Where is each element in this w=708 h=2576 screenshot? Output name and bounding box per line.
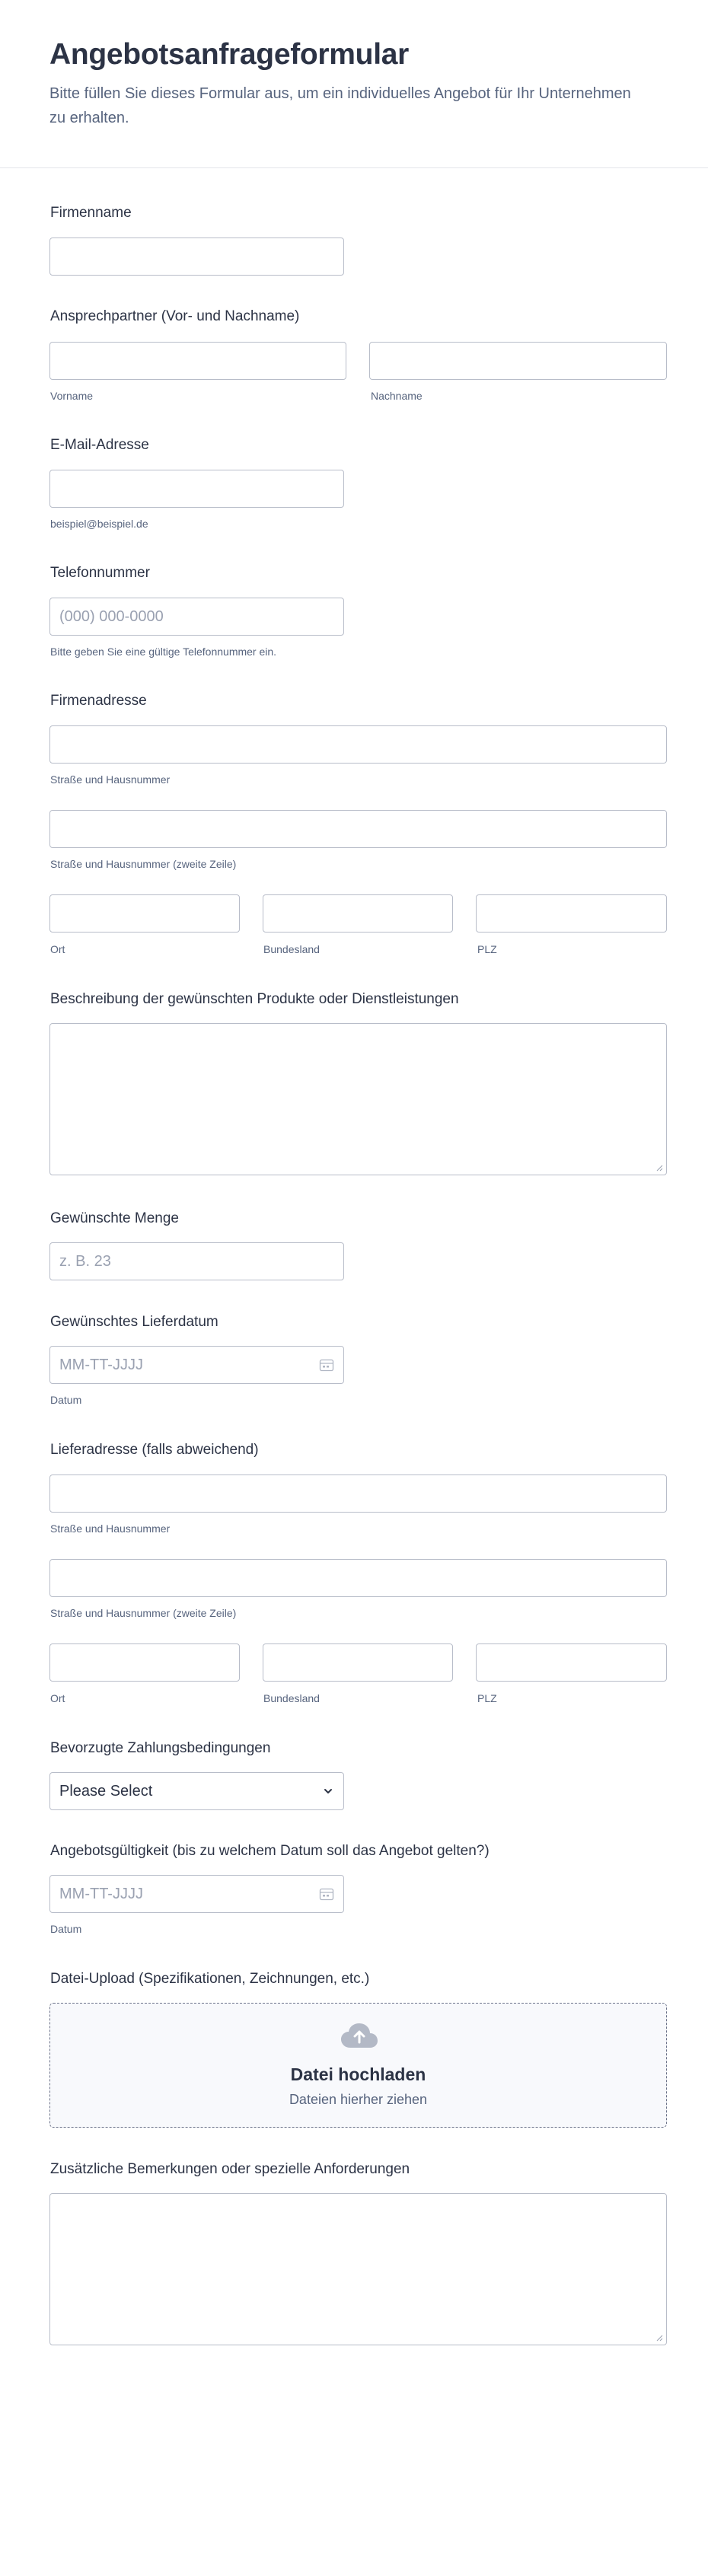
contact-person-label: Ansprechpartner (Vor- und Nachname) <box>50 308 300 324</box>
delivery-date-placeholder: MM-TT-JJJJ <box>59 1357 143 1373</box>
form-subtitle: Bitte füllen Sie dieses Formular aus, um ein individuelles Angebot für Ihr Unternehmen zu erhalten. <box>49 85 631 126</box>
file-upload-label: Datei-Upload (Spezifikationen, Zeichnungen, etc.) <box>50 1971 370 1987</box>
first-name-input[interactable] <box>49 342 346 380</box>
email-label: E-Mail-Adresse <box>50 437 149 453</box>
phone-sublabel: Bitte geben Sie eine gültige Telefonnummer ein. <box>50 646 277 658</box>
company-street-sublabel: Straße und Hausnummer <box>50 773 171 786</box>
company-name-label: Firmenname <box>50 205 132 221</box>
last-name-sublabel: Nachname <box>371 390 423 402</box>
delivery-date-input[interactable] <box>49 1346 344 1384</box>
company-city-input[interactable] <box>49 894 240 933</box>
delivery-street-sublabel: Straße und Hausnummer <box>50 1522 171 1535</box>
file-upload-subtitle: Dateien hierher ziehen <box>289 2092 428 2107</box>
delivery-state-input[interactable] <box>263 1643 453 1682</box>
quantity-placeholder: z. B. 23 <box>59 1253 111 1270</box>
company-street2-sublabel: Straße und Hausnummer (zweite Zeile) <box>50 858 237 870</box>
file-upload-dropzone[interactable] <box>49 2003 667 2128</box>
company-street2-input[interactable] <box>49 810 667 848</box>
company-city-sublabel: Ort <box>50 943 65 955</box>
quantity-label: Gewünschte Menge <box>50 1210 179 1226</box>
chevron-down-icon <box>322 1785 334 1797</box>
quantity-input[interactable] <box>49 1242 344 1280</box>
remarks-textarea[interactable] <box>49 2193 667 2345</box>
calendar-icon[interactable] <box>319 1358 334 1372</box>
delivery-address-label: Lieferadresse (falls abweichend) <box>50 1442 259 1458</box>
validity-date-input[interactable] <box>49 1875 344 1913</box>
delivery-street2-sublabel: Straße und Hausnummer (zweite Zeile) <box>50 1607 237 1619</box>
form-title: Angebotsanfrageformular <box>49 38 409 71</box>
delivery-zip-input[interactable] <box>476 1643 667 1682</box>
email-sublabel: beispiel@beispiel.de <box>50 518 148 530</box>
payment-terms-selected: Please Select <box>59 1783 153 1800</box>
description-textarea[interactable] <box>49 1023 667 1175</box>
cloud-upload-icon <box>340 2022 379 2049</box>
company-state-input[interactable] <box>263 894 453 933</box>
delivery-date-sublabel: Datum <box>50 1394 82 1406</box>
validity-date-sublabel: Datum <box>50 1923 82 1935</box>
company-zip-sublabel: PLZ <box>477 943 497 955</box>
calendar-icon[interactable] <box>319 1887 334 1901</box>
company-name-input[interactable] <box>49 238 344 276</box>
phone-input[interactable] <box>49 598 344 636</box>
company-address-label: Firmenadresse <box>50 693 147 709</box>
validity-date-placeholder: MM-TT-JJJJ <box>59 1886 143 1902</box>
file-upload-title: Datei hochladen <box>290 2064 426 2084</box>
resize-handle-icon[interactable] <box>655 1164 663 1172</box>
resize-handle-icon[interactable] <box>655 2334 663 2342</box>
delivery-zip-sublabel: PLZ <box>477 1692 497 1704</box>
payment-terms-label: Bevorzugte Zahlungsbedingungen <box>50 1740 271 1756</box>
remarks-label: Zusätzliche Bemerkungen oder spezielle Anforderungen <box>50 2161 410 2177</box>
phone-label: Telefonnummer <box>50 565 150 581</box>
company-street-input[interactable] <box>49 725 667 764</box>
delivery-city-input[interactable] <box>49 1643 240 1682</box>
delivery-city-sublabel: Ort <box>50 1692 65 1704</box>
email-input[interactable] <box>49 470 344 508</box>
validity-label: Angebotsgültigkeit (bis zu welchem Datum soll das Angebot gelten?) <box>50 1843 490 1859</box>
company-zip-input[interactable] <box>476 894 667 933</box>
first-name-sublabel: Vorname <box>50 390 94 402</box>
company-state-sublabel: Bundesland <box>263 943 320 955</box>
last-name-input[interactable] <box>369 342 667 380</box>
delivery-street-input[interactable] <box>49 1475 667 1513</box>
phone-placeholder: (000) 000-0000 <box>59 608 164 625</box>
form-header <box>0 0 708 168</box>
delivery-state-sublabel: Bundesland <box>263 1692 320 1704</box>
delivery-street2-input[interactable] <box>49 1559 667 1597</box>
description-label: Beschreibung der gewünschten Produkte oder Dienstleistungen <box>50 991 459 1007</box>
delivery-date-label: Gewünschtes Lieferdatum <box>50 1314 218 1330</box>
payment-terms-select[interactable] <box>49 1772 344 1810</box>
